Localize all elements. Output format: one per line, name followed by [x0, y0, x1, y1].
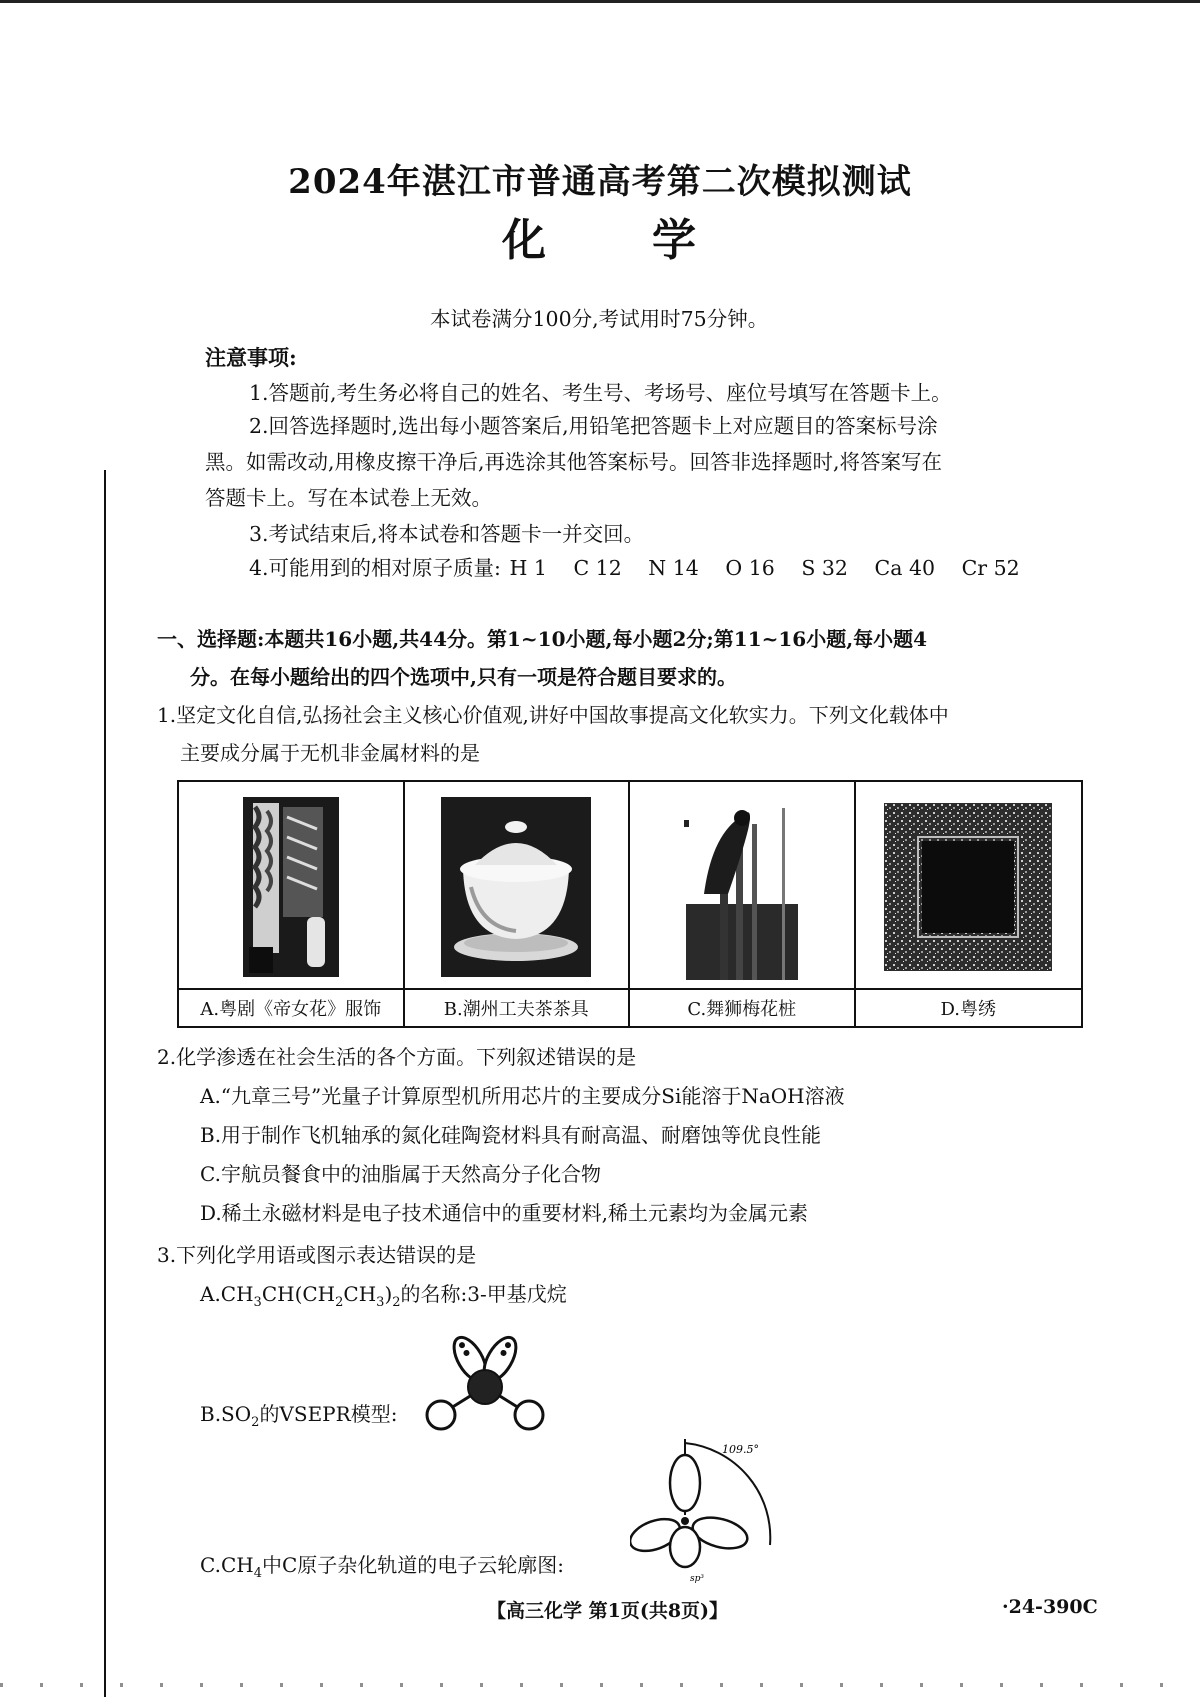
- embroidery-photo-icon: [884, 803, 1052, 971]
- q2-stem: 2.化学渗透在社会生活的各个方面。下列叙述错误的是: [157, 1045, 637, 1069]
- notice-item-1: 1.答题前,考生务必将自己的姓名、考生号、考场号、座位号填写在答题卡上。: [249, 381, 952, 405]
- mass-o: O 16: [725, 556, 775, 580]
- q1-option-table: [177, 780, 1083, 1028]
- q3-option-b: $B.SO_2$的VSEPR模型:: [200, 1402, 398, 1430]
- footer-code: ·24-390C: [1002, 1596, 1098, 1618]
- notice-item-4: [249, 556, 1020, 581]
- mass-s: S 32: [801, 556, 848, 580]
- mass-n: N 14: [648, 556, 699, 580]
- subject-char-1: 化: [502, 215, 548, 266]
- exam-title: 2024年湛江市普通高考第二次模拟测试: [288, 162, 912, 202]
- q2-option-d: D.稀土永磁材料是电子技术通信中的重要材料,稀土元素均为金属元素: [200, 1201, 809, 1225]
- teaware-photo-icon: [441, 797, 591, 977]
- notice-item-2-line-1: 2.回答选择题时,选出每小题答案后,用铅笔把答题卡上对应题目的答案标号涂: [249, 414, 938, 438]
- bond-angle-label: 109.5°: [722, 1443, 759, 1456]
- q2-option-c: C.宇航员餐食中的油脂属于天然高分子化合物: [200, 1162, 601, 1186]
- top-rule: [0, 0, 1200, 3]
- footer-page-info: 【高三化学 第1页(共8页)】: [487, 1600, 729, 1622]
- q1-option-b-caption: B.潮州工夫茶茶具: [405, 988, 629, 1026]
- bottom-dot-rule: [0, 1683, 1200, 1687]
- mass-h: H 1: [509, 556, 547, 580]
- mass-ca: Ca 40: [874, 556, 936, 580]
- notice-item-2-line-3: 答题卡上。写在本试卷上无效。: [205, 486, 492, 510]
- subject-char-2: 学: [652, 215, 698, 266]
- q1-option-b: [405, 782, 631, 1026]
- q1-option-c-caption: C.舞狮梅花桩: [630, 988, 854, 1026]
- lion-dance-photo-icon: [682, 794, 802, 980]
- q1-stem-line-1: 1.坚定文化自信,弘扬社会主义核心价值观,讲好中国故事提高文化软实力。下列文化载体中: [157, 703, 949, 727]
- q1-option-a: [179, 782, 405, 1026]
- notice-item-3: 3.考试结束后,将本试卷和答题卡一并交回。: [249, 522, 645, 546]
- ch4-sp3-orbital-diagram-icon: [630, 1435, 790, 1585]
- so2-vsepr-model-icon: [425, 1315, 545, 1435]
- q1-option-d-caption: D.粤绣: [856, 988, 1082, 1026]
- q3-stem: 3.下列化学用语或图示表达错误的是: [157, 1243, 477, 1267]
- q1-option-c: [630, 782, 856, 1026]
- notice-heading: 注意事项:: [205, 345, 297, 370]
- q1-option-d: [856, 782, 1082, 1026]
- q2-option-b: B.用于制作飞机轴承的氮化硅陶瓷材料具有耐高温、耐磨蚀等优良性能: [200, 1123, 822, 1147]
- exam-info: 本试卷满分100分,考试用时75分钟。: [430, 307, 769, 331]
- q3-option-c: $C.CH_4$中C原子杂化轨道的电子云轮廓图:: [200, 1553, 565, 1581]
- mass-cr: Cr 52: [961, 556, 1020, 580]
- masses-label: 4.可能用到的相对原子质量:: [249, 556, 501, 580]
- binding-line: [104, 470, 106, 1697]
- costume-photo-icon: [243, 797, 339, 977]
- q1-option-a-caption: A.粤剧《帝女花》服饰: [179, 988, 403, 1026]
- mass-c: C 12: [573, 556, 622, 580]
- q1-stem-line-2: 主要成分属于无机非金属材料的是: [180, 741, 480, 765]
- notice-item-2-line-2: 黑。如需改动,用橡皮擦干净后,再选涂其他答案标号。回答非选择题时,将答案写在: [205, 450, 943, 474]
- subject-title: [0, 204, 1200, 268]
- sp3-label: sp³: [690, 1574, 704, 1584]
- section-1-line-2: 分。在每小题给出的四个选项中,只有一项是符合题目要求的。: [190, 665, 737, 689]
- q2-option-a: A.“九章三号”光量子计算原型机所用芯片的主要成分Si能溶于NaOH溶液: [200, 1084, 845, 1108]
- q3-option-a: $A.CH_3CH(CH_2CH_3)_2$的名称:3-甲基戊烷: [200, 1282, 567, 1310]
- section-1-line-1: 一、选择题:本题共16小题,共44分。第1~10小题,每小题2分;第11~16小题,每小题4: [157, 627, 928, 651]
